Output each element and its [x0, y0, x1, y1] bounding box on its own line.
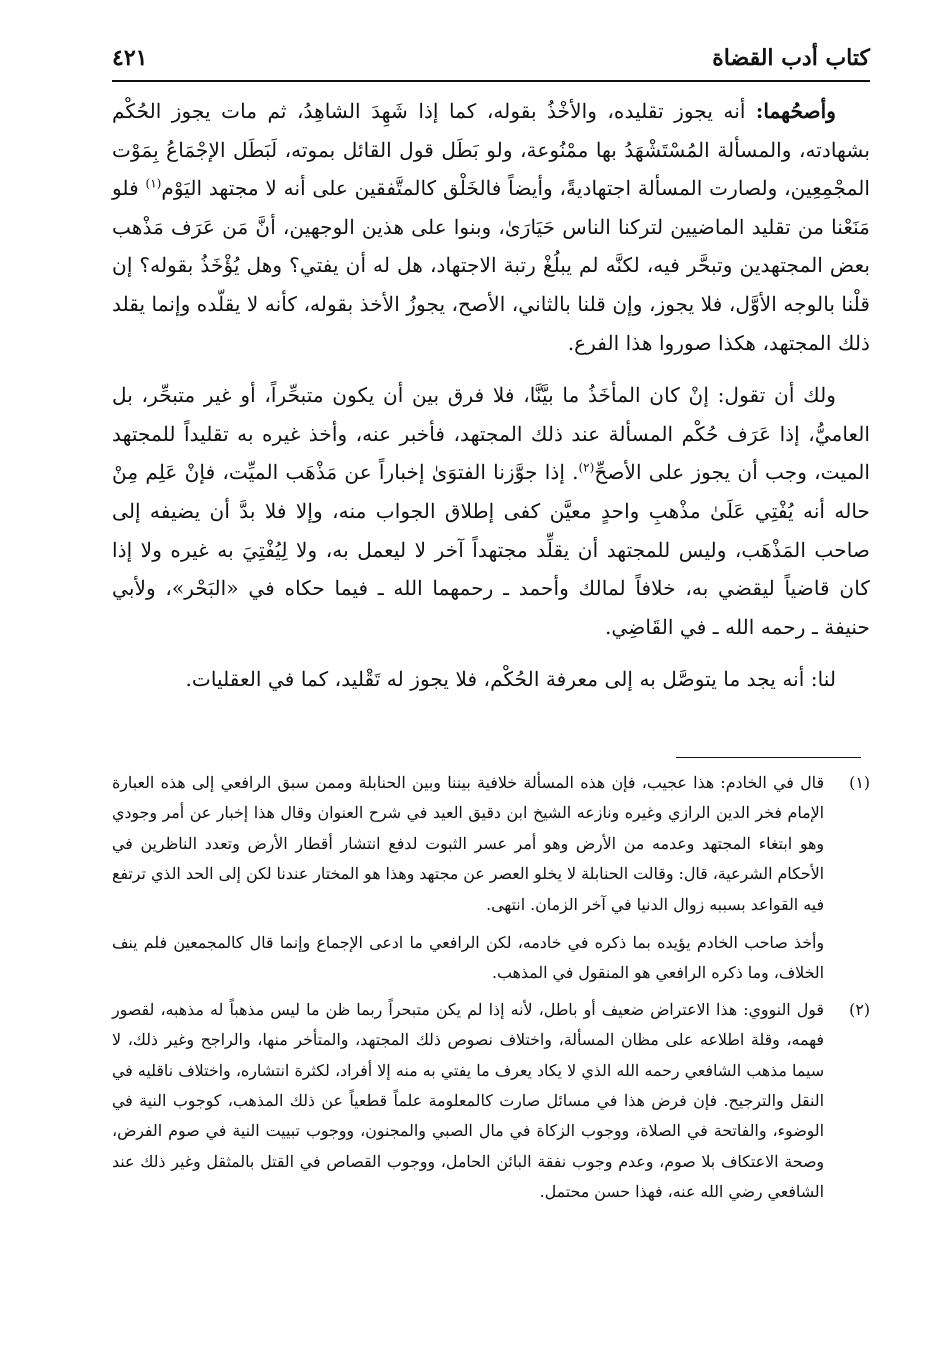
paragraph-text: أنه يجوز تقليده، والأخْذُ بقوله، كما إذا شَهِدَ الشاهِدُ، ثم مات يجوز الحُكْم بشهادته، والمسألة المُسْتَشْهَدُ بها ممْنُوعة، ولو بَطَل قول القائل بموته، لَبَطَل الإجْمَاعُ بِمَوْت المجْمِعِين، ولصارت المسألة اجتهاديةً، وأيضاً فالخَلْق كالمتَّفقين على أنه لا مجتهد اليَوْم	[112, 99, 871, 201]
running-header	[112, 38, 870, 78]
main-text	[112, 92, 870, 699]
paragraph-3	[112, 660, 870, 699]
footnote-2	[112, 995, 870, 1208]
paragraph-text: ولك أن تقول: إنْ كان المأخَذُ ما بيَّنَّا، فلا فرق بين أن يكون متبحِّراً، أو غير متبحِّر، بل العاميُّ، إذا عَرَف حُكْم المسألة عند ذلك المجتهد، فأخبر عنه، وأخذ غيره به تقليداً للمجتهد الميت، وجب أن يجوز على الأصحِّ	[112, 383, 870, 485]
footnote-ref-1[interactable]: (١)	[145, 176, 162, 191]
footnote-ref-2[interactable]: (٢)	[578, 460, 595, 475]
header-rule	[112, 80, 870, 82]
paragraph-text-continued: . إذا جوَّزنا الفتوَىٰ إخباراً عن مَذْهَب الميِّت، فإنْ عَلِم مِنْ حاله أنه يُفْتِي عَلَىٰ مذْهبِ واحدٍ معيَّن كفى إطلاق الجواب منه، وإلا فلا بدَّ أن يضيفه إلى صاحب المَذْهَب، وليس للمجتهد أن يقلِّد مجتهداً آخر لا ليعمل به، ولا لِيُفْتِيَ به غيره ولا إذا كان قاضياً ليقضي به، خلافاً لمالك وأحمد ـ رحمهما الله ـ فيما حكاه في «البَحْر»، ولأبي حنيفة ـ رحمه الله ـ في القَاضِي.	[112, 460, 870, 639]
footnote-text: قول النووي: هذا الاعتراض ضعيف أو باطل، لأنه إذا لم يكن متبحراً ربما ظن ما ليس مذهباً له مذهبه، لقصور فهمه، وقلة اطلاعه على مظان المسألة، واختلاف نصوص ذلك المجتهد، والمتأخر منها، والراجح وغير ذلك، لا سيما مذهب الشافعي رحمه الله الذي لا يكاد يعرف ما يفتي به منه إلا أفراد، لكثرة انتشاره، واختلاف ناقليه في النقل والترجيح. فإن فرض هذا في مسائل صارت كالمعلومة علماً قطعياً عن ذلك المذهب، كوجوب النية في الوضوء، والفاتحة في الصلاة، ووجوب الزكاة في مال الصبي والمجنون، ووجوب تبييت النية في صوم الفرض، وصحة الاعتكاف بلا صوم، وعدم وجوب نفقة البائن الحامل، ووجوب القصاص في القتل بالمثقل وغير ذلك عند الشافعي رضي الله عنه، فهذا حسن محتمل.	[112, 999, 824, 1202]
footnote-number: (١)	[849, 773, 870, 792]
footnote-number: (٢)	[849, 999, 870, 1019]
footnote-text: قال في الخادم: هذا عجيب، فإن هذه المسألة خلافية بيننا وبين الحنابلة وممن سبق الرافعي إلى هذه العبارة الإمام فخر الدين الرازي وغيره ونازعه الشيخ ابن دقيق العيد في شرح العنوان وقال هذا إخبار عن أمر وجودي وهو ابتغاء المجتهد وعدمه من الأرض وهو أمر عسر الثبوت لدفع انتشار أقطار الأرض وتعدد الناظرين في الأحكام الشرعية، قال: وقالت الحنابلة لا يخلو العصر عن مجتهد وهذا هو المختار عندنا لكن إلى الحد الذي ترتفع فيه القواعد بسببه زوال الدنيا في آخر الزمان. انتهى.	[112, 773, 824, 914]
paragraph-lead: وأصحُهما:	[755, 99, 836, 123]
paragraph-text-continued: فلو مَنَعْنا من تقليد الماضيين لتركنا الناس حَيَارَىٰ، وبنوا على هذين الوجهين، أنَّ مَن عَرَف مَذْهب بعض المجتهدين وتبحَّر فيه، لكنَّه لم يبلُغْ رتبة الاجتهاد، هل له أن يفتي؟ وهل يُؤْخَذُ بقوله؟ إن قلْنا بالوجه الأوَّل، فلا يجوز، وإن قلنا بالثاني، الأصح، يجوزُ الأخذ بقوله، كأنه لا يقلّده وإنما يقلد ذلك المجتهد، هكذا صوروا هذا الفرع.	[112, 176, 870, 355]
paragraph-2	[112, 376, 870, 646]
paragraph-text: لنا: أنه يجد ما يتوصَّل به إلى معرفة الحُكْم، فلا يجوز له تَقْليد، كما في العقليات.	[185, 667, 836, 692]
footnote-separator	[676, 757, 861, 758]
footnote-continuation: وأخذ صاحب الخادم يؤيده بما ذكره في خادمه، لكن الرافعي ما ادعى الإجماع وإنما قال كالمجمعين فلم ينف الخلاف، وما ذكره الرافعي هو المنقول في المذهب.	[112, 933, 824, 983]
footnote-1	[112, 768, 870, 989]
page-number: ٤٢١	[112, 45, 148, 71]
header-title: كتاب أدب القضاة	[712, 45, 870, 71]
footnotes	[112, 768, 870, 1208]
paragraph-1	[112, 92, 870, 362]
